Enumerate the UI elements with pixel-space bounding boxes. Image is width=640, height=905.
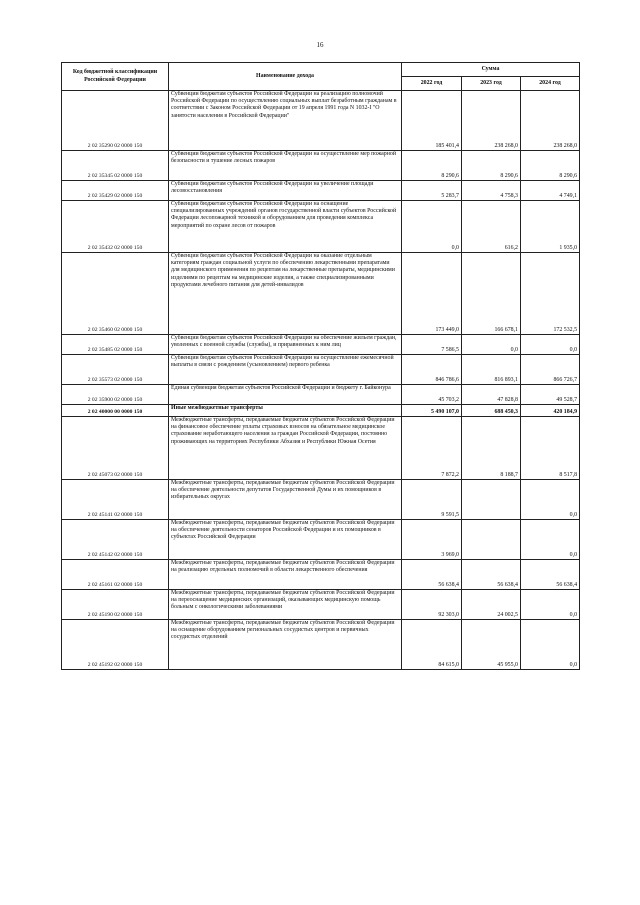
row-value-2023: 24 002,5 [462,590,521,620]
row-code: 2 02 45192 02 0000 150 [62,620,169,670]
row-code: 2 02 35900 02 0000 150 [62,385,169,405]
header-name: Наименование дохода [169,63,402,91]
row-code: 2 02 45142 02 0000 150 [62,520,169,560]
table-row [62,590,580,620]
row-value-2024: 8 517,8 [521,417,580,480]
row-value-2023: 0,0 [462,335,521,355]
row-code: 2 02 35573 02 0000 150 [62,355,169,385]
page-number: 16 [316,41,324,49]
row-value-2022: 0,0 [402,201,462,253]
table-row [62,405,580,417]
row-value-2022: 45 703,2 [402,385,462,405]
row-value-2024: 49 528,7 [521,385,580,405]
row-value-2024: 0,0 [521,480,580,520]
header-year-2022: 2022 год [402,77,462,91]
row-name: Межбюджетные трансферты, передаваемые бюджетам субъектов Российской Федерации на оснащение оборудованием региональных сосудистых центров и первичных сосудистых отделений [169,620,402,670]
row-code: 2 02 35460 02 0000 150 [62,253,169,335]
row-value-2023: 56 638,4 [462,560,521,590]
row-value-2023 [462,520,521,560]
row-value-2023 [462,480,521,520]
row-value-2023: 166 678,1 [462,253,521,335]
table-row [62,253,580,335]
row-name: Субвенции бюджетам субъектов Российской Федерации на осуществление ежемесячной выплаты в связи с рождением (усыновлением) первого ребенка [169,355,402,385]
header-code: Код бюджетной классификации Российской Федерации [62,63,169,91]
row-name: Межбюджетные трансферты, передаваемые бюджетам субъектов Российской Федерации на финансовое обеспечение уплаты страховых взносов на обязательное медицинское страхование неработающего населения за граждан Российской Федерации, постоянно проживающих на территориях Республики Абхазия и Республики Южная Осетия [169,417,402,480]
row-value-2022: 3 969,0 [402,520,462,560]
row-name: Субвенции бюджетам субъектов Российской Федерации на оснащение специализированных учреждений органов государственной власти субъектов Российской Федерации лесопожарной техникой и оборудованием для проведения комплекса мероприятий по охране лесов от пожаров [169,201,402,253]
row-code: 2 02 40000 00 0000 150 [62,405,169,417]
row-value-2024: 8 290,6 [521,151,580,181]
row-value-2023: 816 893,1 [462,355,521,385]
row-name: Межбюджетные трансферты, передаваемые бюджетам субъектов Российской Федерации на обеспечение деятельности сенаторов Российской Федерации и их помощников в субъектах Российской Федерации [169,520,402,560]
header-sum: Сумма [402,63,580,77]
row-name: Межбюджетные трансферты, передаваемые бюджетам субъектов Российской Федерации на переоснащение медицинских организаций, оказывающих медицинскую помощь больным с онкологическими заболеваниями [169,590,402,620]
row-name: Субвенции бюджетам субъектов Российской Федерации на увеличение площади лесовосстановления [169,181,402,201]
row-value-2023: 238 268,0 [462,91,521,151]
row-value-2024: 1 935,0 [521,201,580,253]
table-row [62,201,580,253]
row-name: Субвенции бюджетам субъектов Российской Федерации на осуществление мер пожарной безопасности и тушение лесных пожаров [169,151,402,181]
row-code: 2 02 45141 02 0000 150 [62,480,169,520]
table-row [62,151,580,181]
row-value-2022: 7 872,2 [402,417,462,480]
row-value-2022: 185 401,4 [402,91,462,151]
row-value-2022: 5 283,7 [402,181,462,201]
row-value-2024: 4 749,1 [521,181,580,201]
row-value-2022: 5 490 107,0 [402,405,462,417]
row-value-2023: 616,2 [462,201,521,253]
row-code: 2 02 35485 02 0000 150 [62,335,169,355]
table-row [62,355,580,385]
row-name: Межбюджетные трансферты, передаваемые бюджетам субъектов Российской Федерации на реализацию отдельных полномочий в области лекарственного обеспечения [169,560,402,590]
row-code: 2 02 35432 02 0000 150 [62,201,169,253]
row-value-2024: 56 638,4 [521,560,580,590]
row-value-2022: 9 591,5 [402,480,462,520]
table-row [62,385,580,405]
row-code: 2 02 45073 02 0000 150 [62,417,169,480]
row-value-2024: 866 726,7 [521,355,580,385]
row-value-2024: 0,0 [521,335,580,355]
table-row [62,620,580,670]
table-row [62,520,580,560]
table-row [62,335,580,355]
row-code: 2 02 45161 02 0000 150 [62,560,169,590]
row-code: 2 02 35429 02 0000 150 [62,181,169,201]
header-year-2023: 2023 год [462,77,521,91]
row-value-2023: 8 188,7 [462,417,521,480]
row-name: Иные межбюджетные трансферты [169,405,402,417]
table-row [62,181,580,201]
row-value-2023: 45 955,0 [462,620,521,670]
row-value-2024: 238 268,0 [521,91,580,151]
row-value-2024: 420 184,9 [521,405,580,417]
row-value-2024: 0,0 [521,620,580,670]
revenue-table [61,62,580,670]
table-row [62,560,580,590]
row-value-2022: 846 786,6 [402,355,462,385]
table-row [62,480,580,520]
row-value-2022: 173 449,0 [402,253,462,335]
row-value-2022: 56 638,4 [402,560,462,590]
row-code: 2 02 35290 02 0000 150 [62,91,169,151]
row-name: Субвенции бюджетам субъектов Российской Федерации на обеспечение жильем граждан, уволенных с военной службы (службы), и приравненных к ним лиц [169,335,402,355]
table-row [62,417,580,480]
row-value-2024: 172 532,5 [521,253,580,335]
row-name: Единая субвенция бюджетам субъектов Российской Федерации и бюджету г. Байконура [169,385,402,405]
row-name: Субвенции бюджетам субъектов Российской Федерации на оказание отдельным категориям граждан социальной услуги по обеспечению лекарственными препаратами для медицинского применения по рецептам на лекарственные препараты, медицинскими изделиями по рецептам на медицинские изделия, а также специализированными продуктами лечебного питания для детей-инвалидов [169,253,402,335]
row-value-2023: 688 450,3 [462,405,521,417]
row-value-2024: 0,0 [521,520,580,560]
row-value-2023: 4 758,3 [462,181,521,201]
row-value-2022: 7 586,5 [402,335,462,355]
row-code: 2 02 45190 02 0000 150 [62,590,169,620]
row-code: 2 02 35345 02 0000 150 [62,151,169,181]
row-value-2023: 47 828,8 [462,385,521,405]
row-value-2022: 84 615,0 [402,620,462,670]
table-row [62,91,580,151]
row-value-2022: 92 303,0 [402,590,462,620]
row-value-2022: 8 290,6 [402,151,462,181]
row-name: Субвенции бюджетам субъектов Российской Федерации на реализацию полномочий Российской Федерации по осуществлению социальных выплат безработным гражданам в соответствии с Законом Российской Федерации от 19 апреля 1991 года N 1032-I "О занятости населения в Российской Федерации" [169,91,402,151]
row-value-2023: 8 290,6 [462,151,521,181]
row-name: Межбюджетные трансферты, передаваемые бюджетам субъектов Российской Федерации на обеспечение деятельности депутатов Государственной Думы и их помощников в избирательных округах [169,480,402,520]
row-value-2024: 0,0 [521,590,580,620]
header-year-2024: 2024 год [521,77,580,91]
